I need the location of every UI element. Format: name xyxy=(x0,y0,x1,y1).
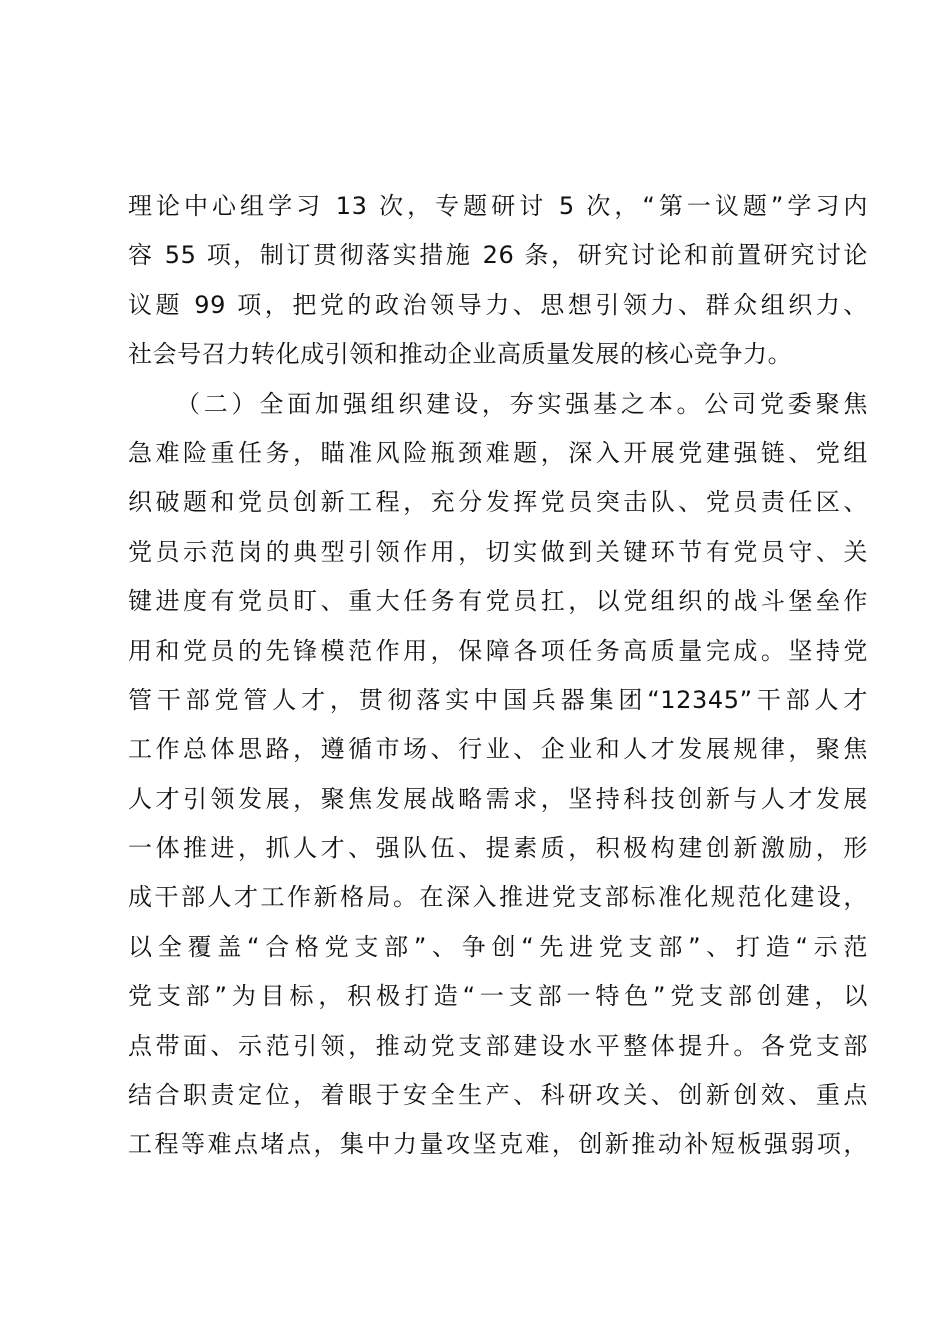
text-line: 工程等难点堵点，集中力量攻坚克难，创新推动补短板强弱项， xyxy=(128,1130,868,1159)
text-line: 点带面、示范引领，推动党支部建设水平整体提升。各党支部 xyxy=(128,1031,868,1060)
text-line: 人才引领发展，聚焦发展战略需求，坚持科技创新与人才发展 xyxy=(128,784,868,813)
text-line: 织破题和党员创新工程，充分发挥党员突击队、党员责任区、 xyxy=(128,488,868,517)
text-line: 一体推进，抓人才、强队伍、提素质，积极构建创新激励，形 xyxy=(128,834,868,863)
text-line: 议题 99 项，把党的政治领导力、思想引领力、群众组织力、 xyxy=(128,290,868,319)
text-line: 以全覆盖“合格党支部”、争创“先进党支部”、打造“示范 xyxy=(128,932,868,961)
text-line: 管干部党管人才，贯彻落实中国兵器集团“12345”干部人才 xyxy=(128,685,868,714)
text-line: 党支部”为目标，积极打造“一支部一特色”党支部创建，以 xyxy=(128,982,868,1011)
text-line: 键进度有党员盯、重大任务有党员扛，以党组织的战斗堡垒作 xyxy=(128,587,868,616)
body-text xyxy=(128,182,868,1170)
text-line: 用和党员的先锋模范作用，保障各项任务高质量完成。坚持党 xyxy=(128,636,868,665)
text-line: 理论中心组学习 13 次，专题研讨 5 次，“第一议题”学习内 xyxy=(128,192,868,220)
text-line: 工作总体思路，遵循市场、行业、企业和人才发展规律，聚焦 xyxy=(128,735,868,764)
text-line: 急难险重任务，瞄准风险瓶颈难题，深入开展党建强链、党组 xyxy=(128,438,868,467)
text-line: 成干部人才工作新格局。在深入推进党支部标准化规范化建设， xyxy=(128,883,868,912)
text-line: 社会号召力转化成引领和推动企业高质量发展的核心竞争力。 xyxy=(128,340,793,369)
text-line: 容 55 项，制订贯彻落实措施 26 条，研究讨论和前置研究讨论 xyxy=(128,241,868,270)
text-line: 结合职责定位，着眼于安全生产、科研攻关、创新创效、重点 xyxy=(128,1081,868,1110)
text-line: 党员示范岗的典型引领作用，切实做到关键环节有党员守、关 xyxy=(128,537,868,566)
section-heading-line: （二）全面加强组织建设，夯实强基之本。公司党委聚焦 xyxy=(176,389,868,418)
